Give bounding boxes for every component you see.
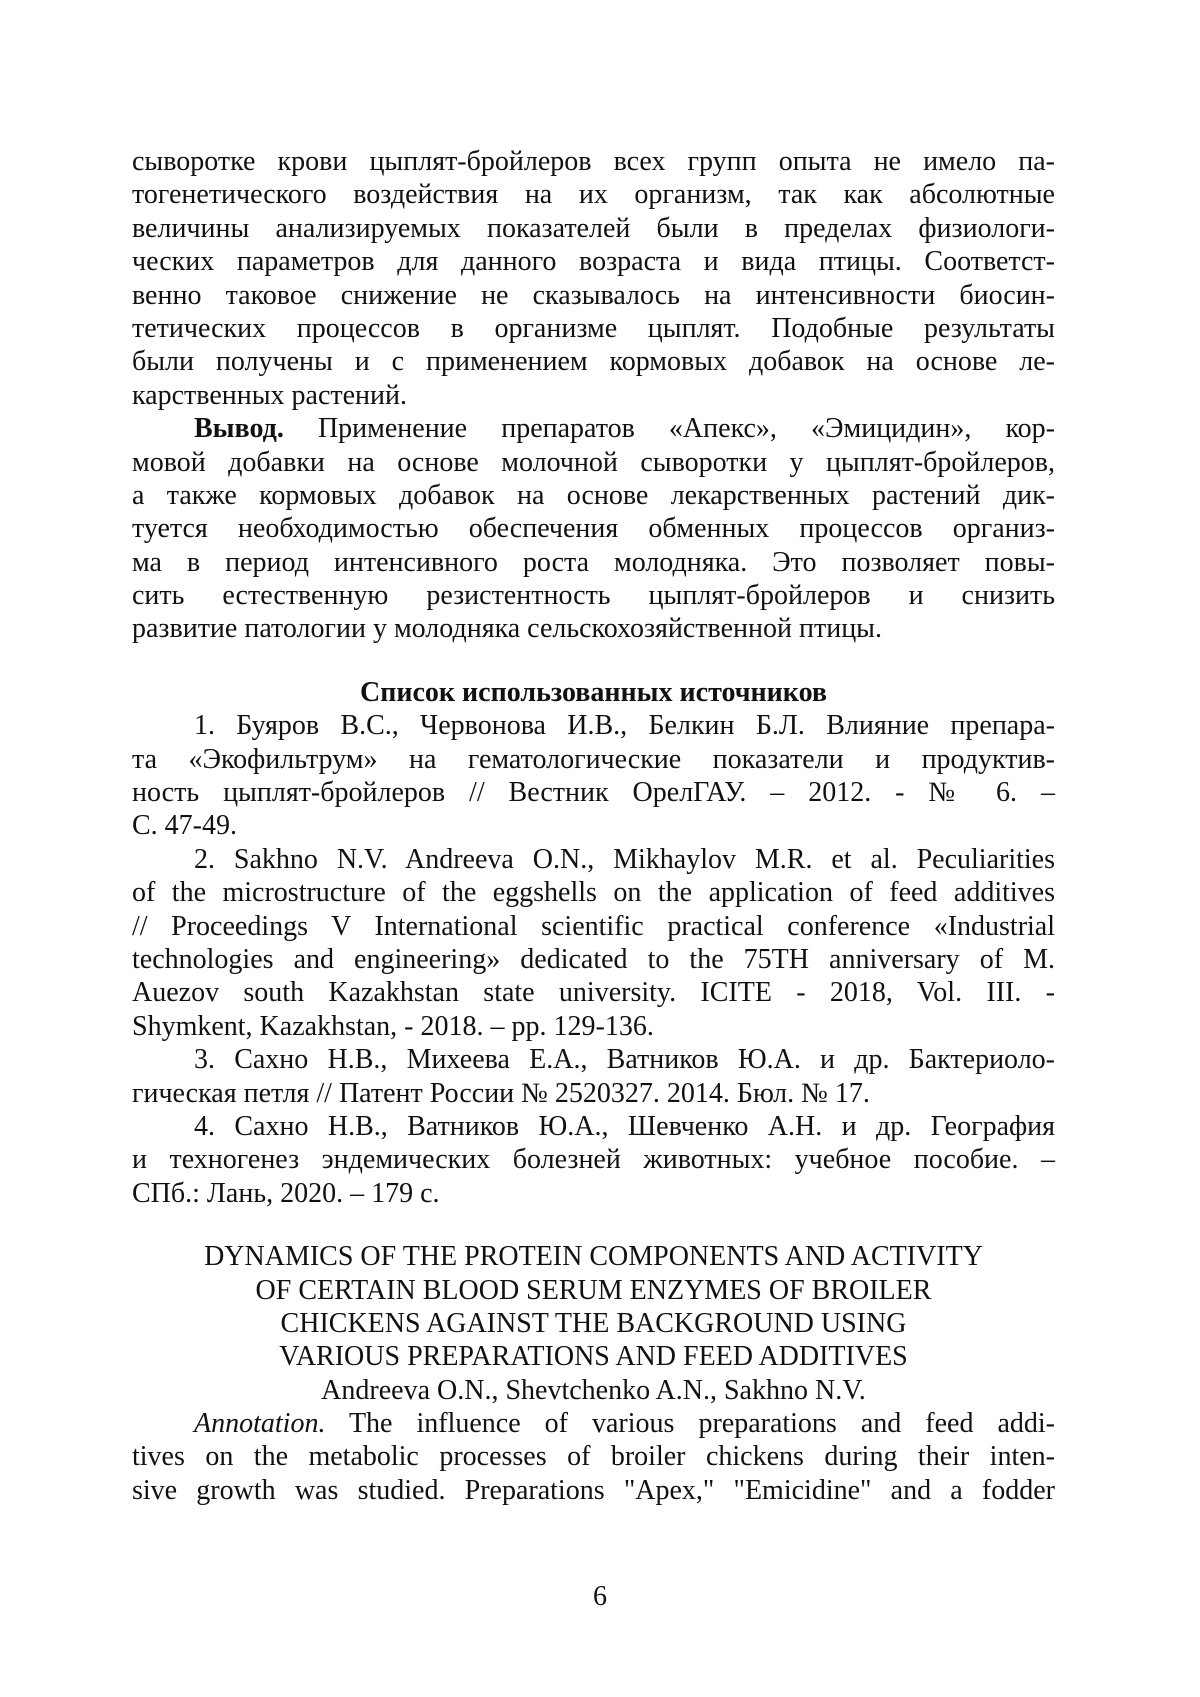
text-line: 2. Sakhno N.V. Andreeva O.N., Mikhaylov M.R. et al. Peculiarities — [194, 843, 1055, 875]
references-heading: Список использованных источников — [360, 676, 827, 708]
text-line: туется необходимостью обеспечения обменных процессов организ- — [132, 513, 1055, 545]
text-line: sive growth was studied. Preparations "Apex," "Emicidine" and a fodder — [132, 1474, 1055, 1506]
text-line: tives on the metabolic processes of broiler chickens during their inten- — [132, 1441, 1055, 1473]
text-line: ность цыплят-бройлеров // Вестник ОрелГАУ. – 2012. - № 6. – — [132, 777, 1055, 809]
text-line: СПб.: Лань, 2020. – 179 с. — [132, 1177, 440, 1209]
text-line: и техногенез эндемических болезней животных: учебное пособие. – — [132, 1144, 1055, 1176]
article-title-line: DYNAMICS OF THE PROTEIN COMPONENTS AND ACTIVITY — [204, 1241, 983, 1273]
text-line: величины анализируемых показателей были в пределах физиологи- — [132, 212, 1055, 244]
text-line: тогенетического воздействия на их организм, так как абсолютные — [132, 179, 1055, 211]
text-line: Auezov south Kazakhstan state university. ICITE - 2018, Vol. III. - — [132, 977, 1055, 1009]
spacer — [132, 646, 1055, 676]
text-line: та «Экофильтрум» на гематологические показатели и продуктив- — [132, 743, 1055, 775]
text-line: были получены и с применением кормовых добавок на основе ле- — [132, 346, 1055, 378]
text-line: мовой добавки на основе молочной сыворотки у цыплят-бройлеров, — [132, 446, 1055, 478]
annotation-first-line — [132, 1407, 1055, 1440]
text-line: венно таковое снижение не сказывалось на интенсивности биосин- — [132, 279, 1055, 311]
text-line: карственных растений. — [132, 379, 408, 411]
text-line: а также кормовых добавок на основе лекарственных растений дик- — [132, 479, 1055, 511]
annotation-label: Annotation. — [194, 1408, 326, 1440]
text-line: С. 47-49. — [132, 810, 237, 842]
text-line: тетических процессов в организме цыплят. Подобные результаты — [132, 312, 1055, 344]
reference-item — [132, 1043, 1055, 1110]
text-line: развитие патологии у молодняка сельскохозяйственной птицы. — [132, 613, 882, 645]
annotation-first-line-text: The influence of various preparations and feed addi- — [325, 1408, 1055, 1440]
paragraph-body — [132, 145, 1055, 412]
reference-item — [132, 1110, 1055, 1210]
article-title-line: VARIOUS PREPARATIONS AND FEED ADDITIVES — [279, 1341, 908, 1373]
text-line: сыворотке крови цыплят-бройлеров всех групп опыта не имело па- — [132, 146, 1055, 177]
text-line: Shymkent, Kazakhstan, - 2018. – pp. 129-136. — [132, 1010, 654, 1042]
text-line: of the microstructure of the eggshells on the application of feed additives — [132, 877, 1055, 909]
page-content — [132, 145, 1055, 1507]
text-line: 1. Буяров В.С., Червонова И.В., Белкин Б.Л. Влияние препара- — [194, 710, 1055, 742]
conclusion-first-line-text: Применение препаратов «Апекс», «Эмицидин», кор- — [283, 413, 1055, 445]
text-line: // Proceedings V International scientific practical conference «Industrial — [132, 910, 1055, 942]
text-line: сить естественную резистентность цыплят-бройлеров и снизить — [132, 580, 1055, 612]
text-line: ческих параметров для данного возраста и вида птицы. Соответст- — [132, 246, 1055, 278]
reference-item — [132, 843, 1055, 1043]
article-title-line: OF CERTAIN BLOOD SERUM ENZYMES OF BROILER — [255, 1274, 932, 1306]
text-line: ма в период интенсивного роста молодняка. Это позволяет повы- — [132, 546, 1055, 578]
article-title-line: CHICKENS AGAINST THE BACKGROUND USING — [280, 1307, 907, 1339]
english-article — [132, 1240, 1055, 1507]
article-authors: Andreeva O.N., Shevtchenko A.N., Sakhno N.V. — [321, 1374, 866, 1406]
conclusion-paragraph — [132, 412, 1055, 646]
text-line: 4. Сахно Н.В., Ватников Ю.А., Шевченко А.Н. и др. География — [194, 1110, 1055, 1142]
reference-item — [132, 709, 1055, 843]
page-number: 6 — [593, 1581, 607, 1612]
text-line: гическая петля // Патент России № 2520327. 2014. Бюл. № 17. — [132, 1077, 870, 1109]
text-line: technologies and engineering» dedicated to the 75TH anniversary of M. — [132, 943, 1055, 975]
conclusion-first-line — [132, 412, 1055, 445]
references-section — [132, 676, 1055, 1210]
spacer — [132, 1210, 1055, 1240]
text-line: 3. Сахно Н.В., Михеева Е.А., Ватников Ю.А. и др. Бактериоло- — [194, 1044, 1055, 1076]
conclusion-label: Вывод. — [194, 413, 284, 445]
